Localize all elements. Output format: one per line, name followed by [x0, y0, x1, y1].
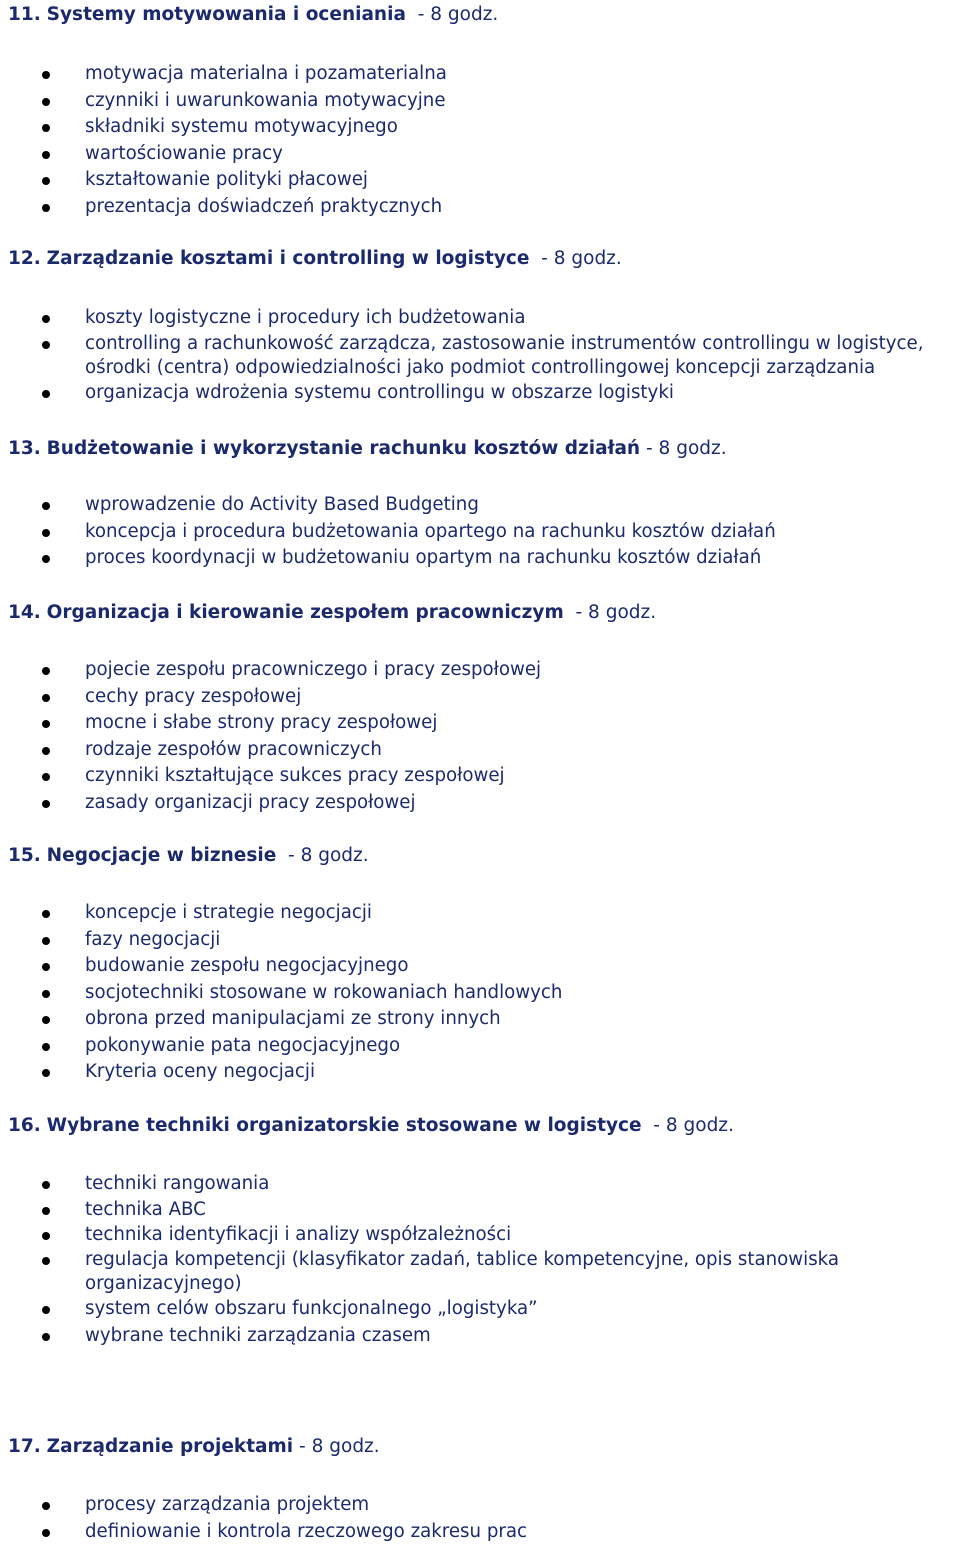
bullet-icon: [42, 694, 50, 702]
bullet-list: [0, 657, 545, 816]
section-hours: - 8 godz.: [646, 438, 727, 459]
list-item: organizacja wdrożenia systemu controllingu w obszarze logistyki: [0, 380, 960, 407]
list-item: cechy pracy zespołowej: [0, 684, 545, 711]
section-hours: - 8 godz.: [288, 845, 369, 866]
section-heading: [8, 3, 498, 27]
section-heading: [8, 437, 727, 461]
section-number: 16.: [8, 1115, 41, 1136]
section-hours: - 8 godz.: [299, 1436, 380, 1457]
bullet-icon: [42, 747, 50, 755]
list-item: rodzaje zespołów pracowniczych: [0, 737, 545, 764]
bullet-icon: [42, 937, 50, 945]
list-item: pokonywanie pata negocjacyjnego: [0, 1033, 566, 1060]
bullet-icon: [42, 555, 50, 563]
bullet-icon: [42, 910, 50, 918]
list-item: koncepcja i procedura budżetowania opartego na rachunku kosztów działań: [0, 519, 780, 546]
bullet-list: [0, 900, 566, 1086]
list-item: techniki rangowania: [0, 1171, 960, 1198]
section-hours: - 8 godz.: [575, 602, 657, 623]
bullet-icon: [42, 1502, 50, 1510]
list-item: kształtowanie polityki płacowej: [0, 167, 451, 194]
list-item: socjotechniki stosowane w rokowaniach handlowych: [0, 980, 566, 1007]
section-heading: [8, 1435, 380, 1459]
list-item: definiowanie i kontrola rzeczowego zakresu prac: [0, 1519, 531, 1546]
section-title: Systemy motywowania i oceniania: [46, 4, 406, 25]
bullet-icon: [42, 502, 50, 510]
section-heading: [8, 601, 656, 625]
bullet-icon: [42, 1016, 50, 1024]
list-item: system celów obszaru funkcjonalnego „logistyka”: [0, 1296, 960, 1323]
bullet-icon: [42, 1207, 50, 1215]
list-item: regulacja kompetencji (klasyfikator zadań, tablice kompetencyjne, opis stanowiska organizacyjnego): [0, 1248, 960, 1296]
bullet-list: [0, 1492, 531, 1545]
bullet-list: [0, 61, 451, 220]
list-item: proces koordynacji w budżetowaniu opartym na rachunku kosztów działań: [0, 545, 780, 572]
section-hours: - 8 godz.: [417, 4, 499, 25]
list-item: czynniki i uwarunkowania motywacyjne: [0, 88, 451, 115]
section-heading: [8, 844, 369, 868]
section-title: Zarządzanie kosztami i controlling w logistyce: [46, 248, 530, 269]
bullet-list: [0, 305, 960, 406]
bullet-icon: [42, 341, 50, 349]
section-number: 14.: [8, 602, 41, 623]
bullet-icon: [42, 1069, 50, 1077]
list-item: koncepcje i strategie negocjacji: [0, 900, 566, 927]
bullet-icon: [42, 390, 50, 398]
bullet-icon: [42, 1333, 50, 1341]
list-item: pojecie zespołu pracowniczego i pracy zespołowej: [0, 657, 545, 684]
list-item: koszty logistyczne i procedury ich budżetowania: [0, 305, 960, 332]
bullet-list: [0, 492, 780, 572]
list-item: technika ABC: [0, 1198, 960, 1222]
section-number: 12.: [8, 248, 41, 269]
section-number: 15.: [8, 845, 41, 866]
section-title: Organizacja i kierowanie zespołem pracowniczym: [46, 602, 564, 623]
list-item: wartościowanie pracy: [0, 141, 451, 168]
bullet-icon: [42, 177, 50, 185]
list-item: Kryteria oceny negocjacji: [0, 1059, 566, 1086]
list-item: wybrane techniki zarządzania czasem: [0, 1323, 960, 1350]
bullet-icon: [42, 990, 50, 998]
bullet-icon: [42, 1181, 50, 1189]
list-item: technika identyfikacji i analizy współzależności: [0, 1222, 960, 1249]
section-hours: - 8 godz.: [541, 248, 622, 269]
list-item: obrona przed manipulacjami ze strony innych: [0, 1006, 566, 1033]
bullet-icon: [42, 773, 50, 781]
list-item: czynniki kształtujące sukces pracy zespołowej: [0, 763, 545, 790]
bullet-icon: [42, 1043, 50, 1051]
section-title: Budżetowanie i wykorzystanie rachunku kosztów działań: [46, 438, 641, 459]
bullet-icon: [42, 1306, 50, 1314]
list-item: fazy negocjacji: [0, 927, 566, 954]
section-heading: [8, 1114, 734, 1138]
bullet-icon: [42, 1257, 50, 1265]
bullet-icon: [42, 71, 50, 79]
section-number: 11.: [8, 4, 41, 25]
section-number: 17.: [8, 1436, 41, 1457]
bullet-icon: [42, 1232, 50, 1240]
list-item: procesy zarządzania projektem: [0, 1492, 531, 1519]
bullet-icon: [42, 963, 50, 971]
bullet-icon: [42, 98, 50, 106]
section-number: 13.: [8, 438, 41, 459]
bullet-icon: [42, 151, 50, 159]
list-item: składniki systemu motywacyjnego: [0, 114, 451, 141]
bullet-icon: [42, 124, 50, 132]
list-item: zasady organizacji pracy zespołowej: [0, 790, 545, 817]
bullet-list: [0, 1171, 960, 1349]
section-title: Wybrane techniki organizatorskie stosowane w logistyce: [46, 1115, 642, 1136]
list-item: prezentacja doświadczeń praktycznych: [0, 194, 451, 221]
bullet-icon: [42, 720, 50, 728]
list-item: wprowadzenie do Activity Based Budgeting: [0, 492, 780, 519]
section-heading: [8, 247, 622, 271]
section-title: Negocjacje w biznesie: [46, 845, 277, 866]
bullet-icon: [42, 204, 50, 212]
bullet-icon: [42, 529, 50, 537]
list-item: controlling a rachunkowość zarządcza, zastosowanie instrumentów controllingu w logistyce, ośrodki (centra) odpowiedzialności jako podmiot controllingowej koncepcji zarządzania: [0, 332, 960, 380]
bullet-icon: [42, 1529, 50, 1537]
bullet-icon: [42, 667, 50, 675]
section-hours: - 8 godz.: [653, 1115, 734, 1136]
section-title: Zarządzanie projektami: [46, 1436, 294, 1457]
list-item: mocne i słabe strony pracy zespołowej: [0, 710, 545, 737]
bullet-icon: [42, 315, 50, 323]
list-item: motywacja materialna i pozamaterialna: [0, 61, 451, 88]
list-item: budowanie zespołu negocjacyjnego: [0, 953, 566, 980]
bullet-icon: [42, 800, 50, 808]
